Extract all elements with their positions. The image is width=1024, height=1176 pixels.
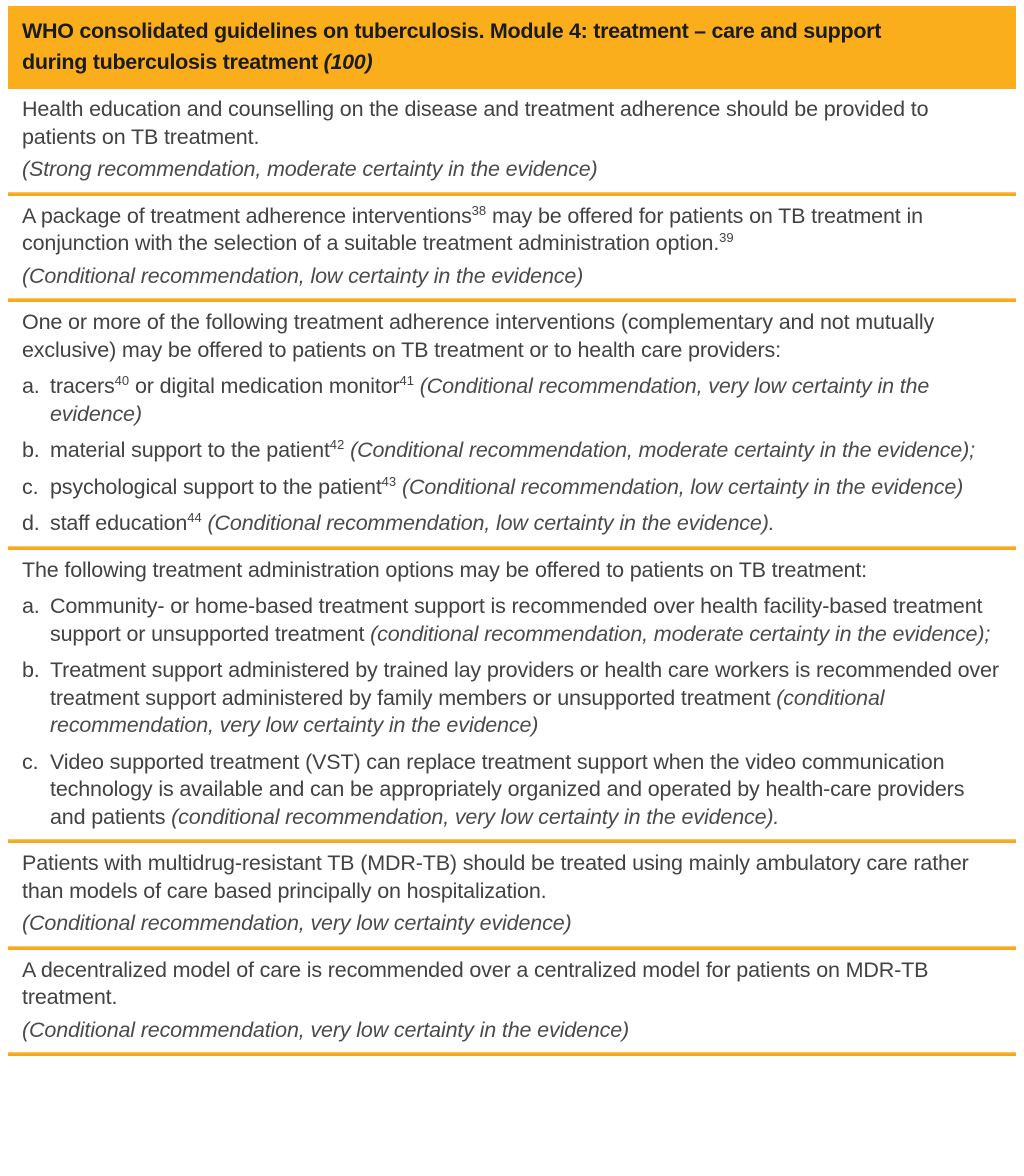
recommendation-note xyxy=(22,156,1004,184)
recommendation-note xyxy=(22,910,1004,938)
header-reference-number: (100) xyxy=(323,50,373,74)
recommendation-paragraph xyxy=(22,850,1004,905)
list-item-label: b. xyxy=(22,658,40,682)
recommendation-text: Health education and counselling on the disease and treatment adherence should be provided to patients on TB treatment. xyxy=(22,97,929,149)
recommendation-row xyxy=(8,302,1016,546)
list-item xyxy=(22,657,1004,740)
recommendation-strength-text: (Conditional recommendation, low certainty in the evidence). xyxy=(207,511,775,535)
recommendation-text: tracers xyxy=(50,374,115,398)
recommendation-text: Treatment support administered by trained lay providers or health care workers is recommended over treatment support administered by family members or unsupported treatment xyxy=(50,658,999,710)
recommendation-paragraph xyxy=(22,957,1004,1012)
recommendation-note xyxy=(22,263,1004,291)
recommendation-row xyxy=(8,196,1016,299)
recommendation-text: A package of treatment adherence interventions xyxy=(22,203,472,228)
recommendation-paragraph xyxy=(22,557,1004,585)
recommendation-paragraph xyxy=(22,96,1004,151)
recommendation-text: Patients with multidrug-resistant TB (MDR-TB) should be treated using mainly ambulatory care rather than models of care based principally on hospitalization. xyxy=(22,851,969,903)
recommendation-text: A decentralized model of care is recommended over a centralized model for patients on MDR-TB treatment. xyxy=(22,957,929,1009)
list-item-label: d. xyxy=(22,511,40,535)
recommendation-text: psychological support to the patient xyxy=(50,474,382,499)
recommendation-strength-text: (Conditional recommendation, low certainty in the evidence) xyxy=(22,263,584,288)
recommendation-strength-text: (Conditional recommendation, very low certainty in the evidence) xyxy=(50,374,930,426)
recommendation-rows-container xyxy=(8,89,1016,1056)
recommendation-text: One or more of the following treatment adherence interventions (complementary and not mutually exclusive) may be offered to patients on TB treatment or to health care providers: xyxy=(22,310,935,362)
table-header-band xyxy=(8,6,1016,89)
list-item-label: a. xyxy=(22,374,40,398)
footnote-ref: 43 xyxy=(381,473,397,489)
recommendation-row xyxy=(8,89,1016,192)
recommendation-row xyxy=(8,550,1016,840)
list-item xyxy=(22,373,1004,428)
recommendation-strength-text: (Conditional recommendation, very low certainty in the evidence) xyxy=(22,1017,630,1042)
list-item-label: a. xyxy=(22,594,40,618)
recommendation-strength-text: (conditional recommendation, very low certainty in the evidence) xyxy=(50,685,885,737)
list-item xyxy=(22,474,1004,502)
list-item-text xyxy=(50,373,1004,428)
footnote-ref: 39 xyxy=(719,229,734,245)
recommendation-text: The following treatment administration options may be offered to patients on TB treatment: xyxy=(22,557,867,582)
recommendation-text: or digital medication monitor xyxy=(129,374,400,398)
recommendation-strength-text: (Conditional recommendation, low certainty in the evidence) xyxy=(401,474,964,499)
list-item xyxy=(22,593,1004,648)
list-item xyxy=(22,510,1004,538)
recommendation-text: staff education xyxy=(50,511,188,535)
footnote-ref: 38 xyxy=(471,202,487,218)
list-item-label: c. xyxy=(22,749,39,774)
recommendation-strength-text: (Conditional recommendation, very low certainty evidence) xyxy=(22,911,572,935)
list-item-text xyxy=(50,657,1004,740)
list-item-text xyxy=(50,437,1004,465)
list-item-label: c. xyxy=(22,474,39,499)
recommendation-strength-text: (conditional recommendation, moderate certainty in the evidence); xyxy=(370,621,991,646)
recommendation-text: may be offered for patients on TB treatment in conjunction with the selection of a suitable treatment administration option. xyxy=(22,203,923,255)
orange-divider xyxy=(8,1052,1016,1056)
recommendation-paragraph xyxy=(22,309,1004,364)
header-title-line2: during tuberculosis treatment xyxy=(22,50,324,74)
footnote-ref: 41 xyxy=(399,372,414,388)
recommendation-strength-text: (Conditional recommendation, moderate certainty in the evidence); xyxy=(350,438,975,462)
recommendation-text: Community- or home-based treatment support is recommended over health facility-based treatment support or unsupported treatment xyxy=(50,594,983,646)
header-title-line1: WHO consolidated guidelines on tuberculosis. Module 4: treatment – care and support xyxy=(22,19,882,43)
list-item-label: b. xyxy=(22,438,40,462)
footnote-ref: 44 xyxy=(187,509,202,525)
list-item xyxy=(22,749,1004,832)
recommendation-note xyxy=(22,1017,1004,1045)
recommendation-row xyxy=(8,843,1016,946)
footnote-ref: 42 xyxy=(329,436,345,452)
list-item-text xyxy=(50,510,1004,538)
recommendation-strength-text: (Strong recommendation, moderate certainty in the evidence) xyxy=(22,157,598,181)
list-item-text xyxy=(50,474,1004,502)
recommendation-strength-text: (conditional recommendation, very low certainty in the evidence). xyxy=(171,804,780,829)
footnote-ref: 40 xyxy=(114,372,130,388)
recommendation-row xyxy=(8,950,1016,1053)
list-item xyxy=(22,437,1004,465)
recommendation-paragraph xyxy=(22,203,1004,258)
recommendation-text: material support to the patient xyxy=(50,438,330,462)
recommendation-text: Video supported treatment (VST) can replace treatment support when the video communication technology is available and can be appropriately organized and operated by health-care providers and patients xyxy=(50,749,965,829)
list-item-text xyxy=(50,749,1004,832)
list-item-text xyxy=(50,593,1004,648)
